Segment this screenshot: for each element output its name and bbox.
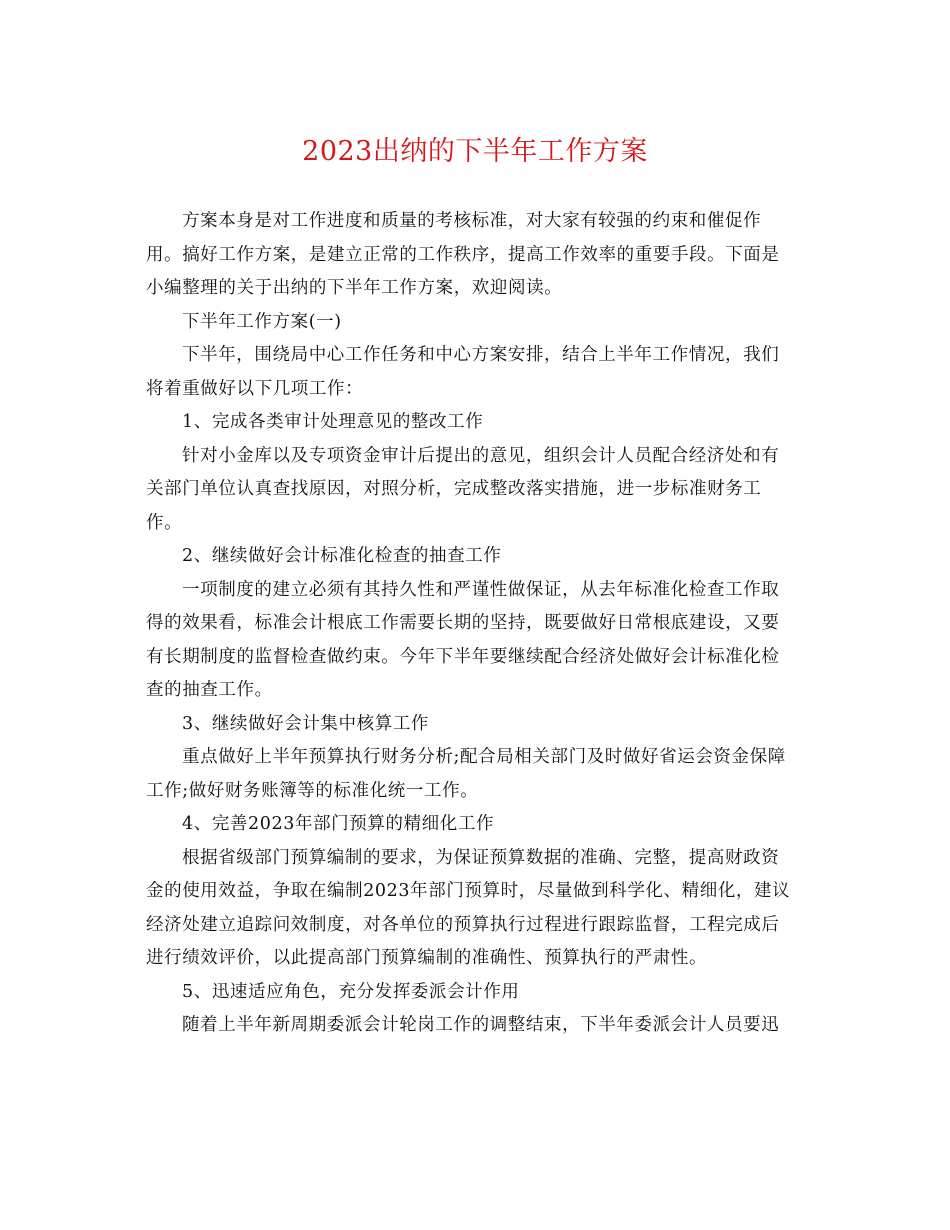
paragraph bbox=[146, 808, 810, 842]
paragraph bbox=[146, 741, 810, 808]
paragraph bbox=[146, 339, 810, 406]
paragraph-line: 方案本身是对工作进度和质量的考核标准，对大家有较强的约束和催促作 bbox=[182, 211, 762, 231]
paragraph bbox=[146, 540, 810, 574]
paragraph-line: 重点做好上半年预算执行财务分析;配合局相关部门及时做好省运会资金保障 bbox=[182, 747, 786, 767]
paragraph bbox=[146, 574, 810, 708]
paragraph-line: 将着重做好以下几项工作： bbox=[146, 378, 364, 399]
document-body bbox=[146, 205, 810, 1043]
paragraph-line: 有长期制度的监督检查做约束。今年下半年要继续配合经济处做好会计标准化检 bbox=[146, 646, 780, 667]
paragraph bbox=[146, 1009, 810, 1043]
paragraph-line: 下半年，围绕局中心工作任务和中心方案安排，结合上半年工作情况，我们 bbox=[182, 345, 780, 365]
paragraph-line: 金的使用效益，争取在编制2023年部门预算时，尽量做到科学化、精细化，建议 bbox=[146, 881, 791, 901]
paragraph-line: 查的抽查工作。 bbox=[146, 680, 273, 700]
paragraph-line: 小编整理的关于出纳的下半年工作方案，欢迎阅读。 bbox=[146, 278, 563, 298]
paragraph-line: 关部门单位认真查找原因，对照分析，完成整改落实措施，进一步标准财务工 bbox=[146, 479, 762, 499]
paragraph bbox=[146, 306, 810, 340]
paragraph-line: 随着上半年新周期委派会计轮岗工作的调整结束，下半年委派会计人员要迅 bbox=[182, 1015, 780, 1035]
paragraph-line: 4、完善2023年部门预算的精细化工作 bbox=[182, 814, 495, 834]
paragraph-line: 用。搞好工作方案，是建立正常的工作秩序，提高工作效率的重要手段。下面是 bbox=[146, 244, 780, 265]
paragraph-line: 1、完成各类审计处理意见的整改工作 bbox=[182, 412, 484, 432]
paragraph-line: 下半年工作方案(一) bbox=[182, 311, 342, 332]
paragraph-line: 作。 bbox=[146, 512, 183, 533]
paragraph-line: 一项制度的建立必须有其持久性和严谨性做保证，从去年标准化检查工作取 bbox=[182, 579, 780, 600]
paragraph-line: 2、继续做好会计标准化检查的抽查工作 bbox=[182, 546, 502, 566]
paragraph-line: 进行绩效评价，以此提高部门预算编制的准确性、预算执行的严肃性。 bbox=[146, 948, 708, 968]
paragraph bbox=[146, 205, 810, 306]
paragraph-line: 3、继续做好会计集中核算工作 bbox=[182, 713, 430, 734]
paragraph-line: 根据省级部门预算编制的要求，为保证预算数据的准确、完整，提高财政资 bbox=[182, 847, 780, 868]
paragraph-line: 得的效果看，标准会计根底工作需要长期的坚持，既要做好日常根底建设，又要 bbox=[146, 613, 780, 633]
paragraph bbox=[146, 708, 810, 742]
paragraph-line: 工作;做好财务账簿等的标准化统一工作。 bbox=[146, 780, 479, 801]
paragraph bbox=[146, 842, 810, 976]
paragraph-line: 5、迅速适应角色，充分发挥委派会计作用 bbox=[182, 981, 520, 1002]
paragraph bbox=[146, 406, 810, 440]
document-title: 2023出纳的下半年工作方案 bbox=[302, 136, 648, 167]
paragraph bbox=[146, 440, 810, 541]
paragraph-line: 经济处建立追踪问效制度，对各单位的预算执行过程进行跟踪监督，工程完成后 bbox=[146, 914, 780, 935]
paragraph bbox=[146, 976, 810, 1010]
paragraph-line: 针对小金库以及专项资金审计后提出的意见，组织会计人员配合经济处和有 bbox=[182, 445, 780, 466]
